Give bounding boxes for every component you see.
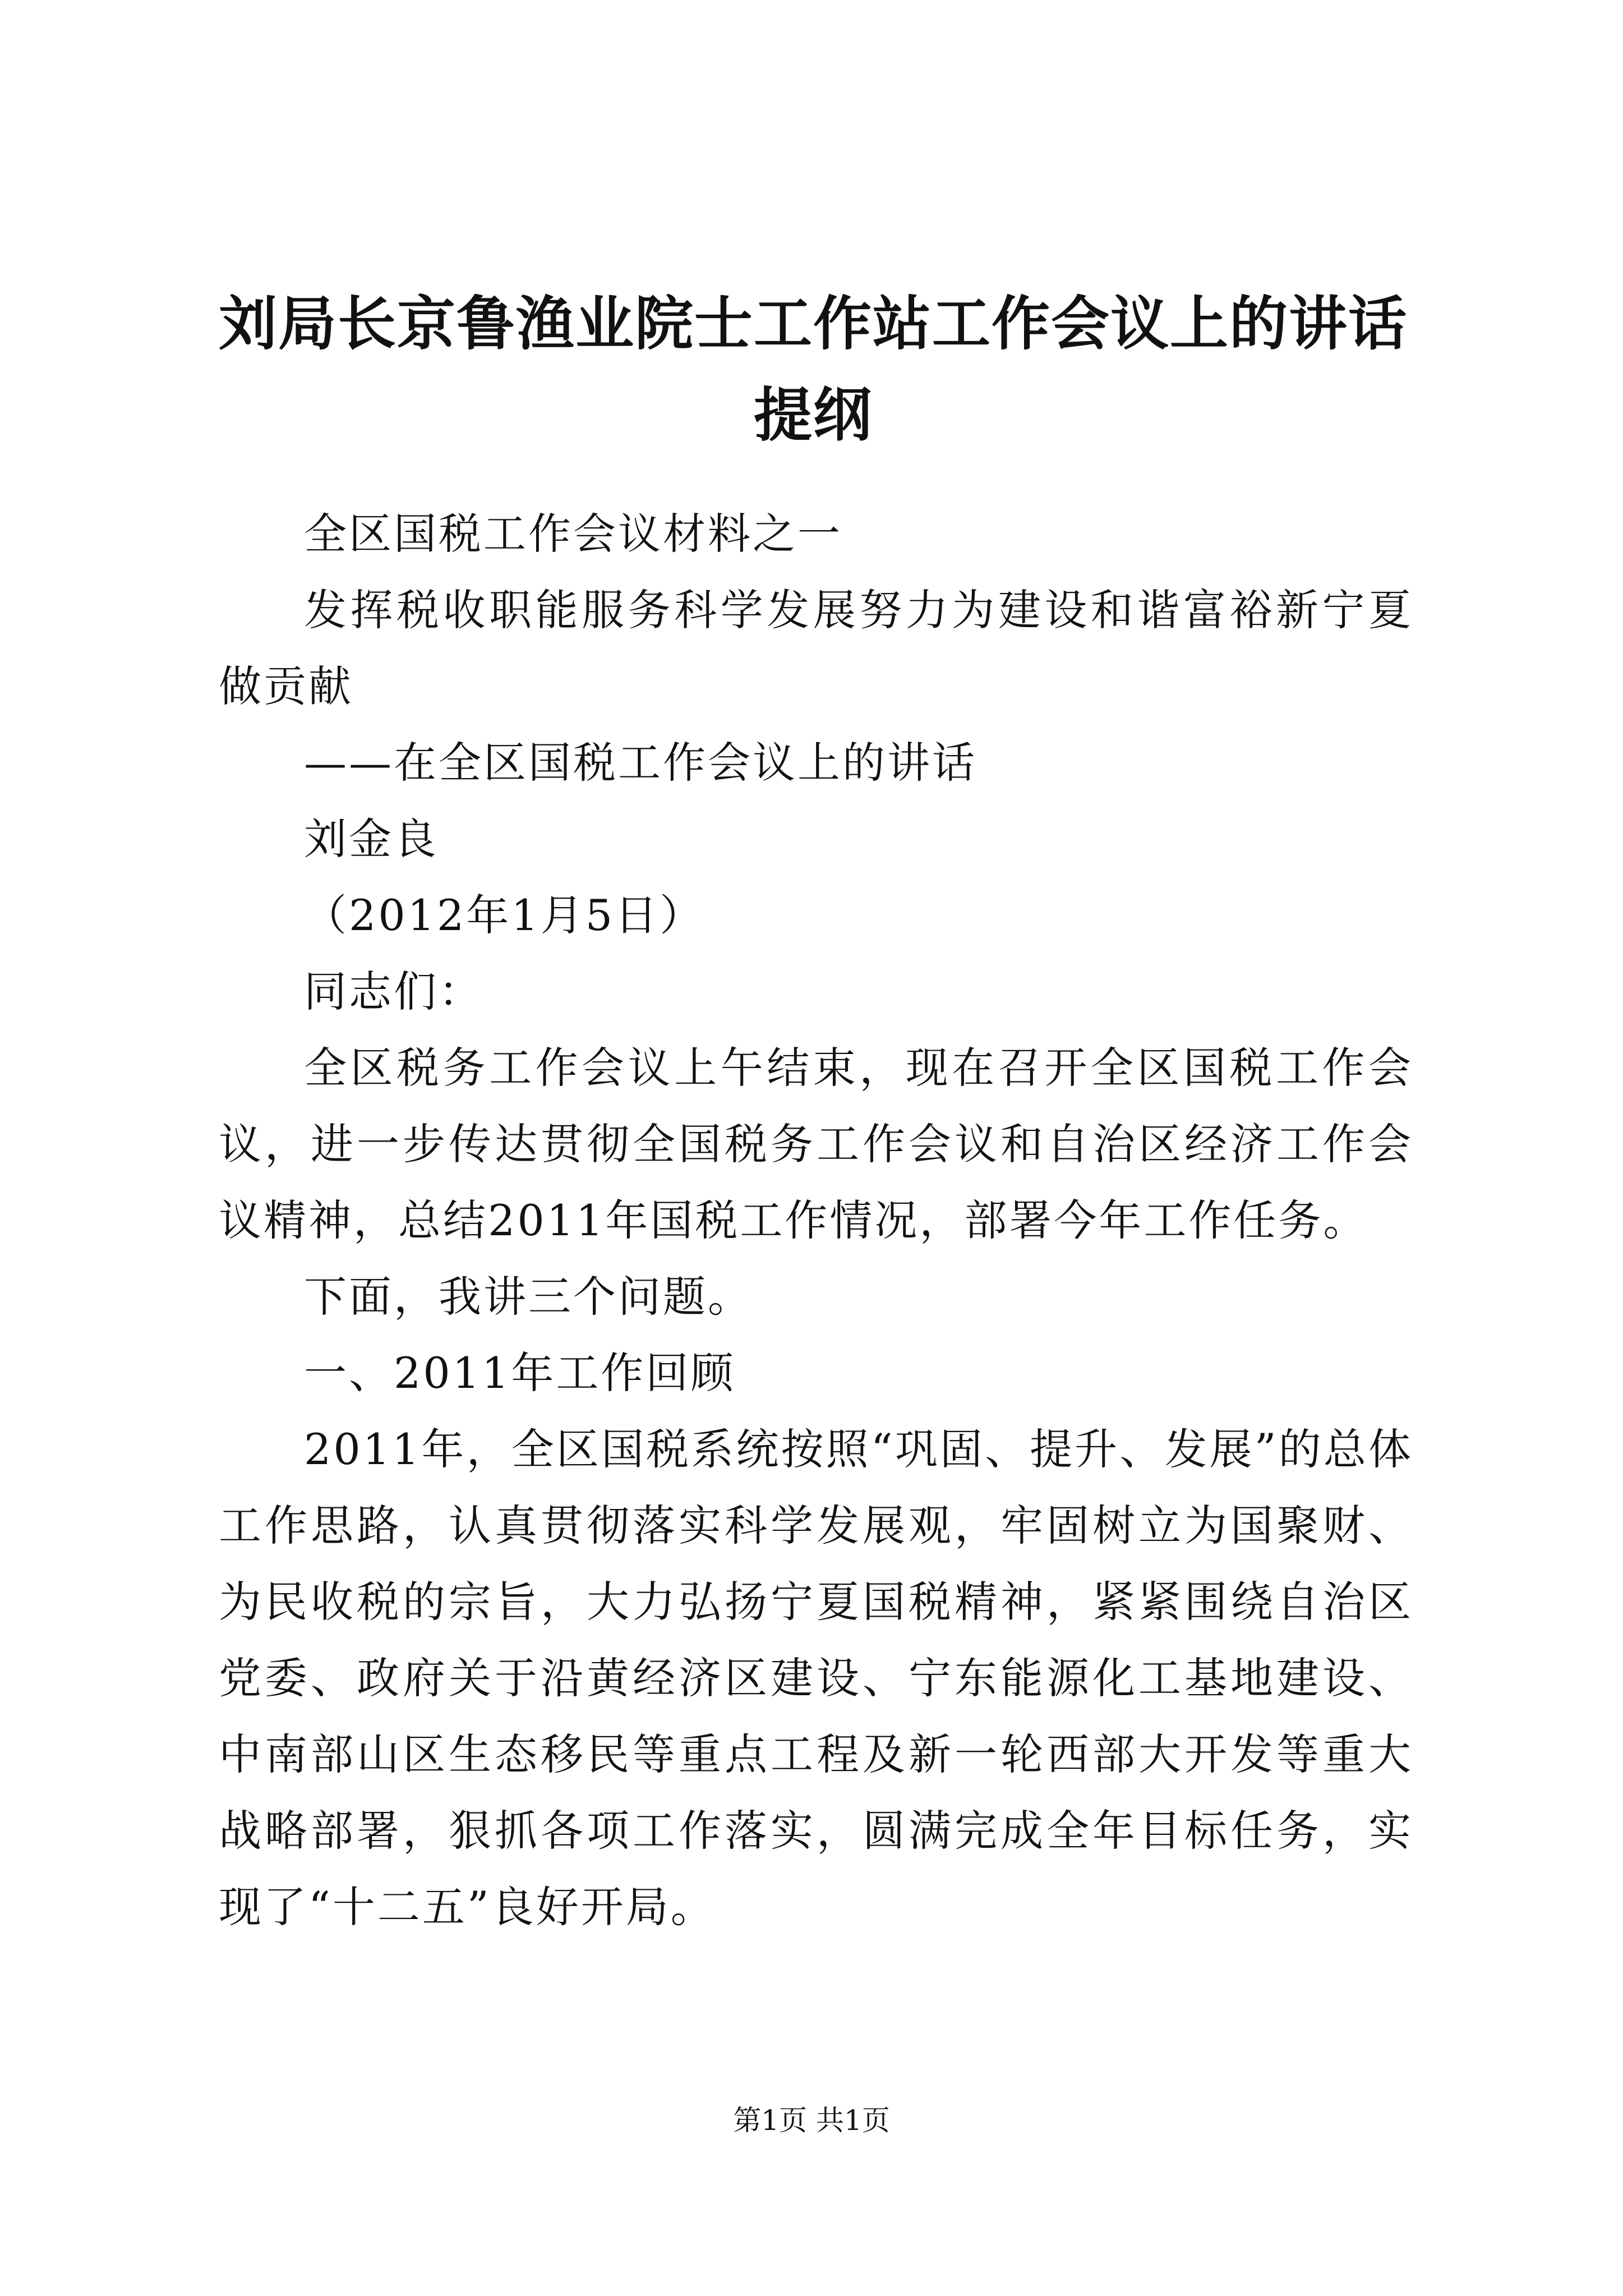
document-title: 刘局长京鲁渔业院士工作站工作会议上的讲话提纲 [218,289,1408,449]
paragraph: 全区国税工作会议材料之一 [304,509,842,559]
paragraph: 一、2011年工作回顾 [304,1348,736,1398]
document-body [219,496,1413,1945]
paragraph: 下面，我讲三个问题。 [304,1272,753,1322]
paragraph: 刘金良 [304,814,439,864]
paragraph: ——在全区国税工作会议上的讲话 [304,738,977,788]
paragraph: 发挥税收职能服务科学发展努力为建设和谐富裕新宁夏做贡献 [219,585,1413,711]
paragraph: 2011年，全区国税系统按照“巩固、提升、发展”的总体工作思路，认真贯彻落实科学发展观，牢固树立为国聚财、为民收税的宗旨，大力弘扬宁夏国税精神，紧紧围绕自治区党委、政府关于沿黄经济区建设、宁东能源化工基地建设、中南部山区生态移民等重点工程及新一轮西部大开发等重大战略部署，狠抓各项工作落实，圆满完成全年目标任务，实现了“十二五”良好开局。 [219,1424,1413,1932]
paragraph: 同志们： [304,967,483,1016]
page-footer: 第1页 共1页 [733,2104,890,2137]
paragraph: 全区税务工作会议上午结束，现在召开全区国税工作会议，进一步传达贯彻全国税务工作会议和自治区经济工作会议精神，总结2011年国税工作情况，部署今年工作任务。 [219,1043,1413,1245]
paragraph: （2012年1月5日） [304,890,705,940]
